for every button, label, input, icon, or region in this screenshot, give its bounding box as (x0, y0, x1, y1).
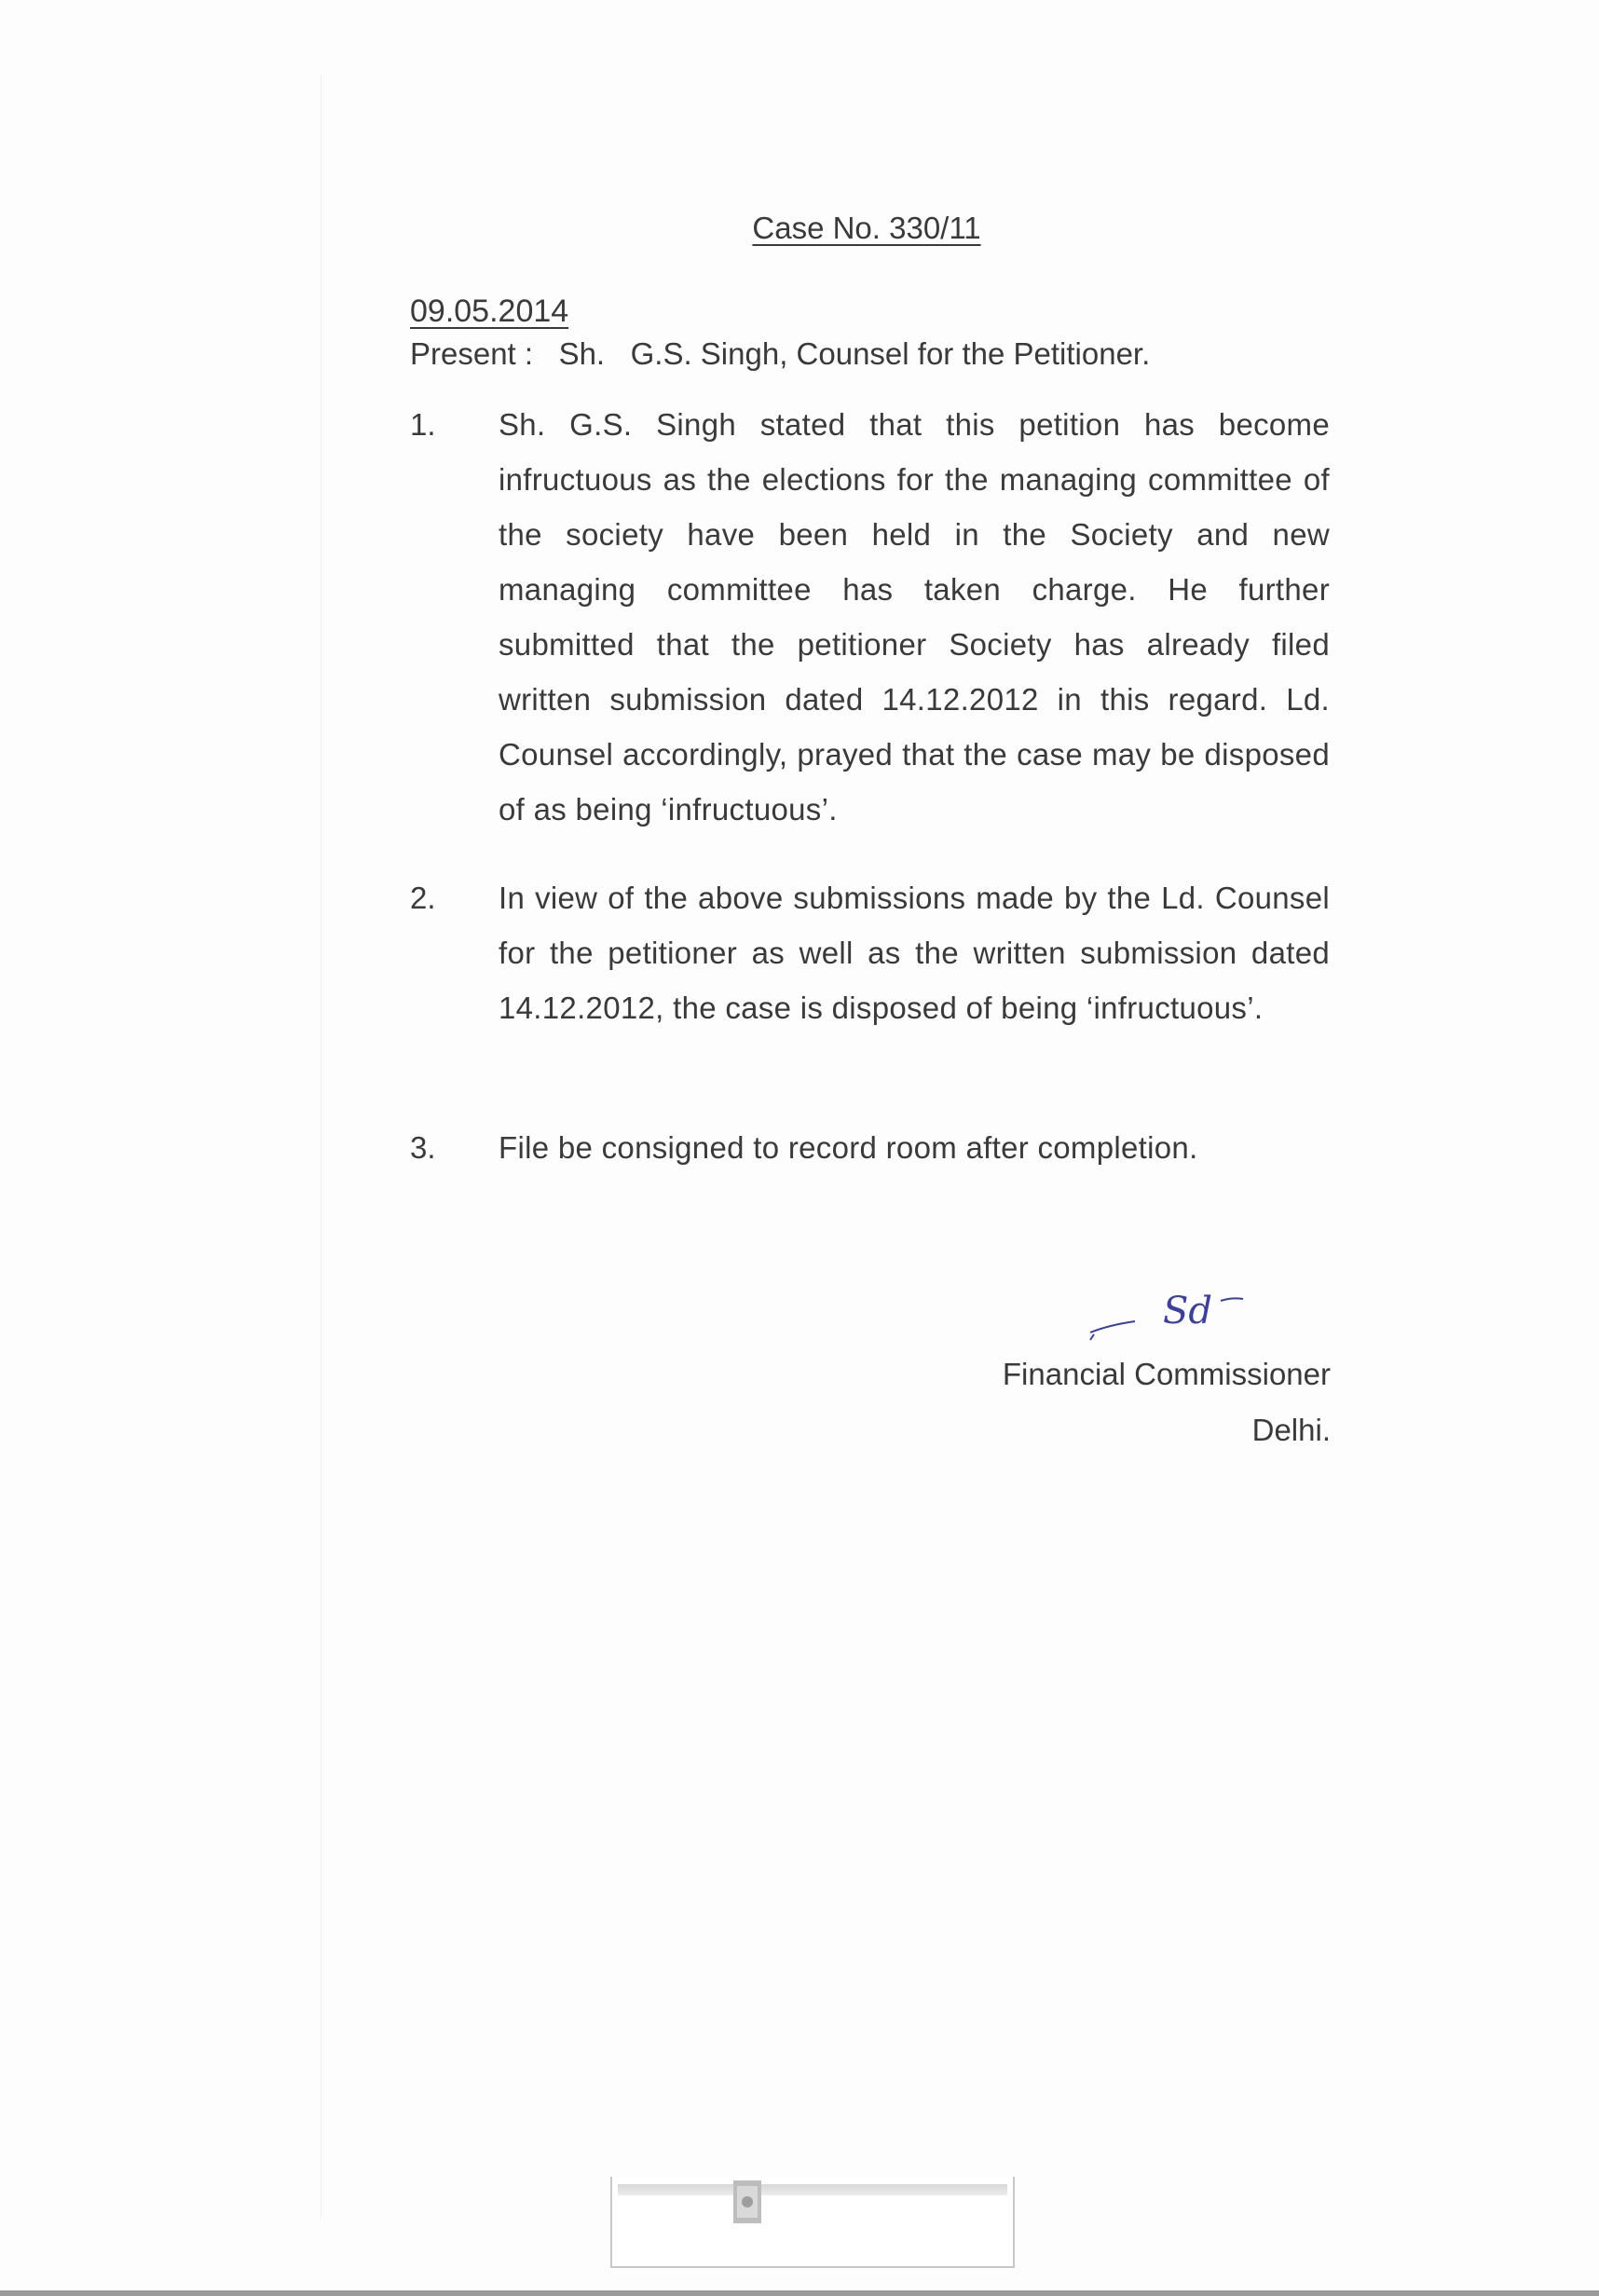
paragraph-text: In view of the above submissions made by the Ld. Counsel for the petitioner as well as the written submission dated 14.12.2012, the case is disposed of being ‘infructuous’. (499, 881, 1330, 1025)
signature-mark: Sd (1163, 1290, 1213, 1332)
paragraph-text: Sh. G.S. Singh stated that this petition has become infructuous as the elections for the managing committee of the society have been held in the Society and new managing committee has taken charge. He further submitted that the petitioner Society has already filed written submission dated 14.12.2012 in this regard. Ld. Counsel accordingly, prayed that the case may be disposed of as being ‘infructuous’. (499, 407, 1330, 827)
scanner-strip-box (610, 2177, 1015, 2268)
film-reel-icon (731, 2179, 763, 2225)
scan-bottom-edge (0, 2290, 1599, 2296)
present-line: Present : Sh. G.S. Singh, Counsel for the Petitioner. (410, 336, 1151, 371)
signatory-designation: Financial Commissioner (1002, 1357, 1331, 1391)
paragraph-number: 1. (410, 407, 436, 442)
scanner-strip (618, 2184, 1007, 2195)
paragraph-number: 2. (410, 881, 436, 915)
case-number-heading: Case No. 330/11 (752, 211, 981, 245)
handwritten-signature (1081, 1278, 1267, 1344)
paragraph-number: 3. (410, 1130, 436, 1165)
signatory-place: Delhi. (1251, 1413, 1331, 1447)
paragraph-text: File be consigned to record room after completion. (499, 1130, 1198, 1165)
order-date: 09.05.2014 (410, 294, 569, 329)
